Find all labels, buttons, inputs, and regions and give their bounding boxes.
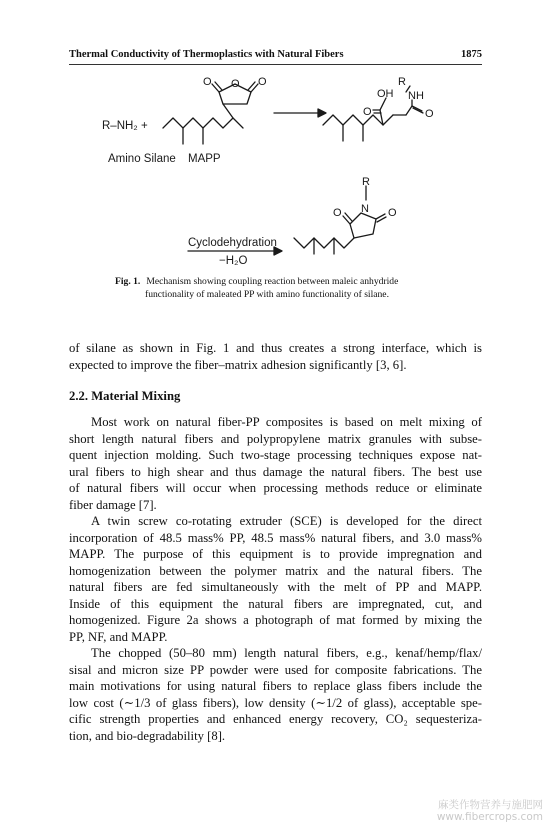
intro-paragraph	[69, 340, 482, 373]
text-line: incorporation of 48.5 mass% PP, 48.5 mass% natural fibers, and 3.0 mass%	[69, 530, 482, 545]
imide-ring	[350, 213, 376, 238]
acid-oh-label: OH	[377, 88, 394, 100]
paragraph-2	[69, 513, 482, 645]
paragraph-3	[69, 645, 482, 744]
anhydride-carbonyl-o-right: O	[258, 76, 267, 88]
watermark-line-1: 麻类作物营养与施肥网	[438, 799, 543, 811]
cyclodehydration-label: Cyclodehydration	[188, 237, 277, 249]
text-line: cific strength properties and enhanced energy recovery, CO₂ sequesteriza-	[69, 712, 482, 726]
imide-o-right-label: O	[388, 207, 397, 219]
mapp-label: MAPP	[188, 153, 221, 165]
anhydride-ring-o: O	[231, 78, 240, 90]
amide-r-label: R	[398, 76, 406, 88]
text-line: of silane as shown in Fig. 1 and thus creates a strong interface, which is	[69, 341, 482, 355]
watermark-line-2: www.fibercrops.com	[436, 811, 543, 823]
text-line: low cost (∼1/3 of glass fibers), low density (∼1/2 of glass), acceptable spe-	[69, 695, 482, 710]
page-number: 1875	[461, 49, 482, 60]
mapp-backbone	[163, 118, 243, 128]
text-line: MAPP. The purpose of this equipment is to provide impregnation and	[69, 547, 482, 561]
imide-o-left-label: O	[333, 207, 342, 219]
caption-line-1: Mechanism showing coupling reaction between maleic anhydride	[146, 276, 399, 287]
acid-o-label: O	[363, 106, 372, 118]
text-line: PP, NF, and MAPP.	[69, 629, 168, 644]
text-line: homogenized. Figure 2a shows a photograph of mat formed by mixing the	[69, 613, 482, 627]
reaction-scheme	[0, 0, 552, 275]
amide-o-label: O	[425, 108, 434, 120]
text-line: Most work on natural fiber-PP composites is based on melt mixing of	[91, 415, 482, 429]
text-line: A twin screw co-rotating extruder (SCE) is developed for the direct	[91, 514, 482, 528]
text-line: The chopped (50–80 mm) length natural fibers, e.g., kenaf/hemp/flax/	[91, 646, 482, 660]
amino-silane-label: Amino Silane	[108, 153, 176, 165]
imide-backbone	[294, 238, 354, 248]
text-line: natural fibers are fed simultaneously with the melt of PP and MAPP.	[69, 580, 482, 594]
text-line: main motivations for using natural fibers to replace glass fibers include the	[69, 679, 482, 693]
anhydride-carbonyl-o-left: O	[203, 76, 212, 88]
text-line: expected to improve the fiber–matrix adhesion significantly [3, 6].	[69, 357, 407, 372]
paragraph-1	[69, 414, 482, 513]
figure-label: Fig. 1.	[115, 276, 141, 287]
caption-line-2: functionality of maleated PP with amino functionality of silane.	[145, 289, 389, 300]
text-line: ural fibers to high shear and thus damage the natural fibers. The best use	[69, 464, 482, 479]
text-line: fiber damage [7].	[69, 497, 157, 512]
text-line: tion, and bio-degradability [8].	[69, 728, 226, 743]
imide-n-label: N	[361, 203, 369, 215]
figure-caption	[115, 275, 445, 301]
text-line: homogenization between the polymer matrix and the natural fibers. The	[69, 563, 482, 578]
section-heading: 2.2. Material Mixing	[69, 389, 181, 403]
running-title: Thermal Conductivity of Thermoplastics with Natural Fibers	[69, 49, 344, 60]
text-line: sisal and micron size PP powder were used for composite fabrications. The	[69, 662, 482, 677]
text-line: of natural fibers will occur when processing methods reduce or eliminate	[69, 481, 482, 495]
amine-reagent: R–NH₂ +	[102, 120, 148, 132]
text-line: Inside of this equipment the natural fibers are impregnated, cut, and	[69, 596, 482, 611]
water-loss-label: −H₂O	[219, 255, 248, 267]
imide-r-label: R	[362, 176, 370, 188]
text-line: quent injection molding. Such two-stage processing techniques expose nat-	[69, 448, 482, 462]
text-line: short length natural fibers and polypropylene matrix granules with subse-	[69, 431, 482, 446]
amide-nh-label: NH	[408, 90, 424, 102]
